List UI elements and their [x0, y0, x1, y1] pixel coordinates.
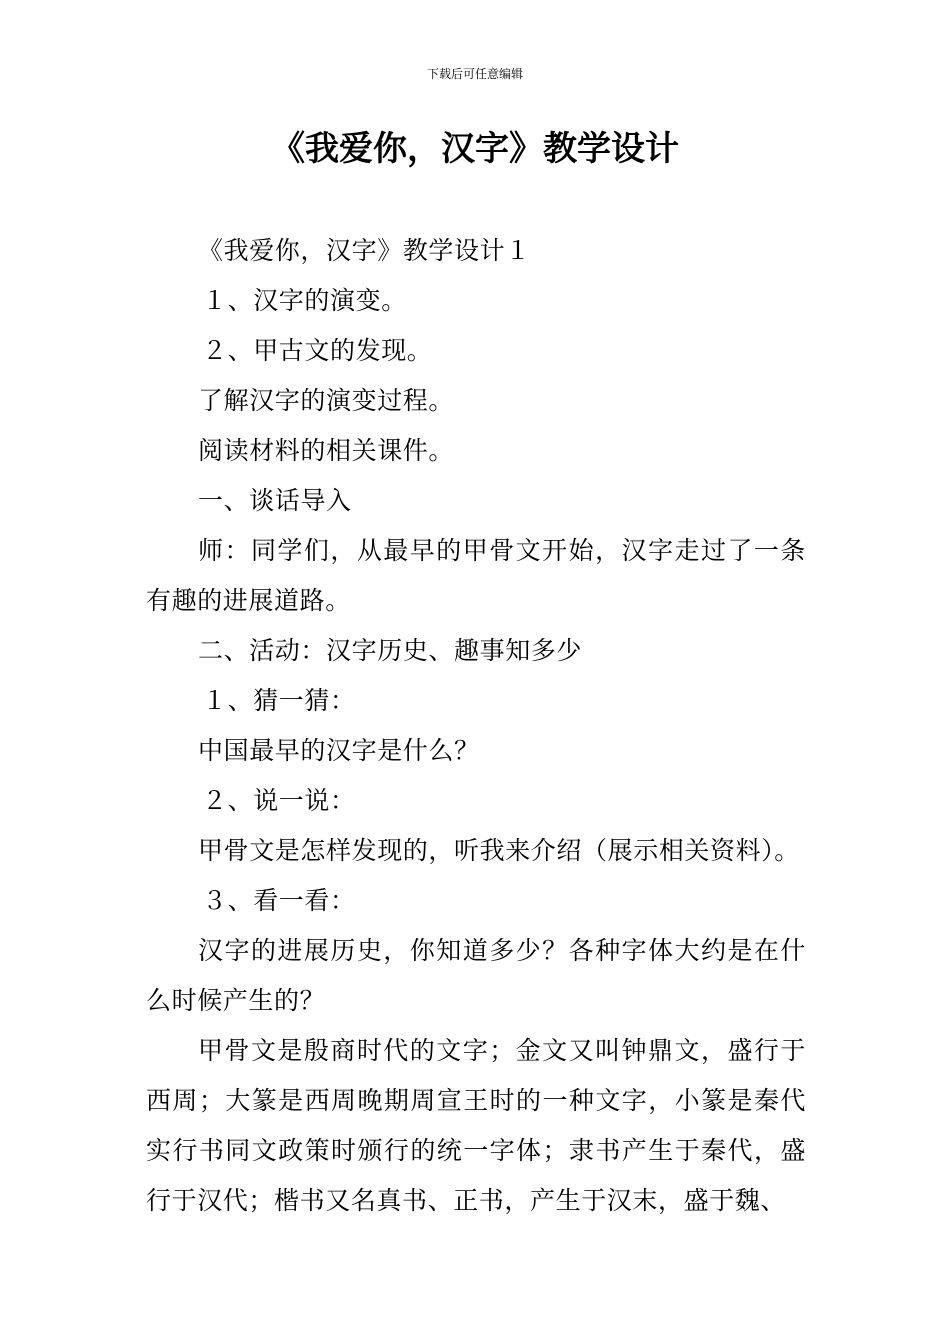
paragraph-goal-2: ２、甲古文的发现。 [202, 336, 433, 365]
paragraph-question-history: 汉字的进展历史，你知道多少？各种字体大约是在什么时候产生的？ [146, 936, 806, 1015]
document-title: 《我爱你，汉字》教学设计 [271, 129, 679, 169]
activity-step-say: ２、说一说： [202, 786, 356, 815]
paragraph-focus: 了解汉字的演变过程。 [198, 386, 455, 415]
paragraph-preparation: 阅读材料的相关课件。 [198, 436, 455, 465]
paragraph-oracle-discovery: 甲骨文是怎样发现的，听我来介绍（展示相关资料）。 [198, 836, 800, 865]
paragraph-goal-1: １、汉字的演变。 [202, 286, 407, 315]
activity-step-guess: １、猜一猜： [202, 686, 356, 715]
section-heading-activity: 二、活动：汉字历史、趣事知多少 [198, 636, 583, 665]
activity-step-look: ３、看一看： [202, 886, 356, 915]
document-body [146, 226, 806, 1226]
paragraph-subtitle: 《我爱你，汉字》教学设计１ [198, 236, 531, 265]
section-heading-intro: 一、谈话导入 [198, 486, 352, 515]
paragraph-script-history: 甲骨文是殷商时代的文字；金文又叫钟鼎文，盛行于西周；大篆是西周晚期周宣王时的一种文字，小篆是秦代实行书同文政策时颁行的统一字体；隶书产生于秦代，盛行于汉代；楷书又名真书、正书，产生于汉末，盛于魏、 [146, 1036, 806, 1215]
paragraph-question-earliest: 中国最早的汉字是什么？ [198, 736, 480, 765]
paragraph-teacher-intro: 师：同学们，从最早的甲骨文开始，汉字走过了一条有趣的进展道路。 [146, 536, 806, 615]
page-header-note: 下载后可任意编辑 [426, 67, 523, 81]
